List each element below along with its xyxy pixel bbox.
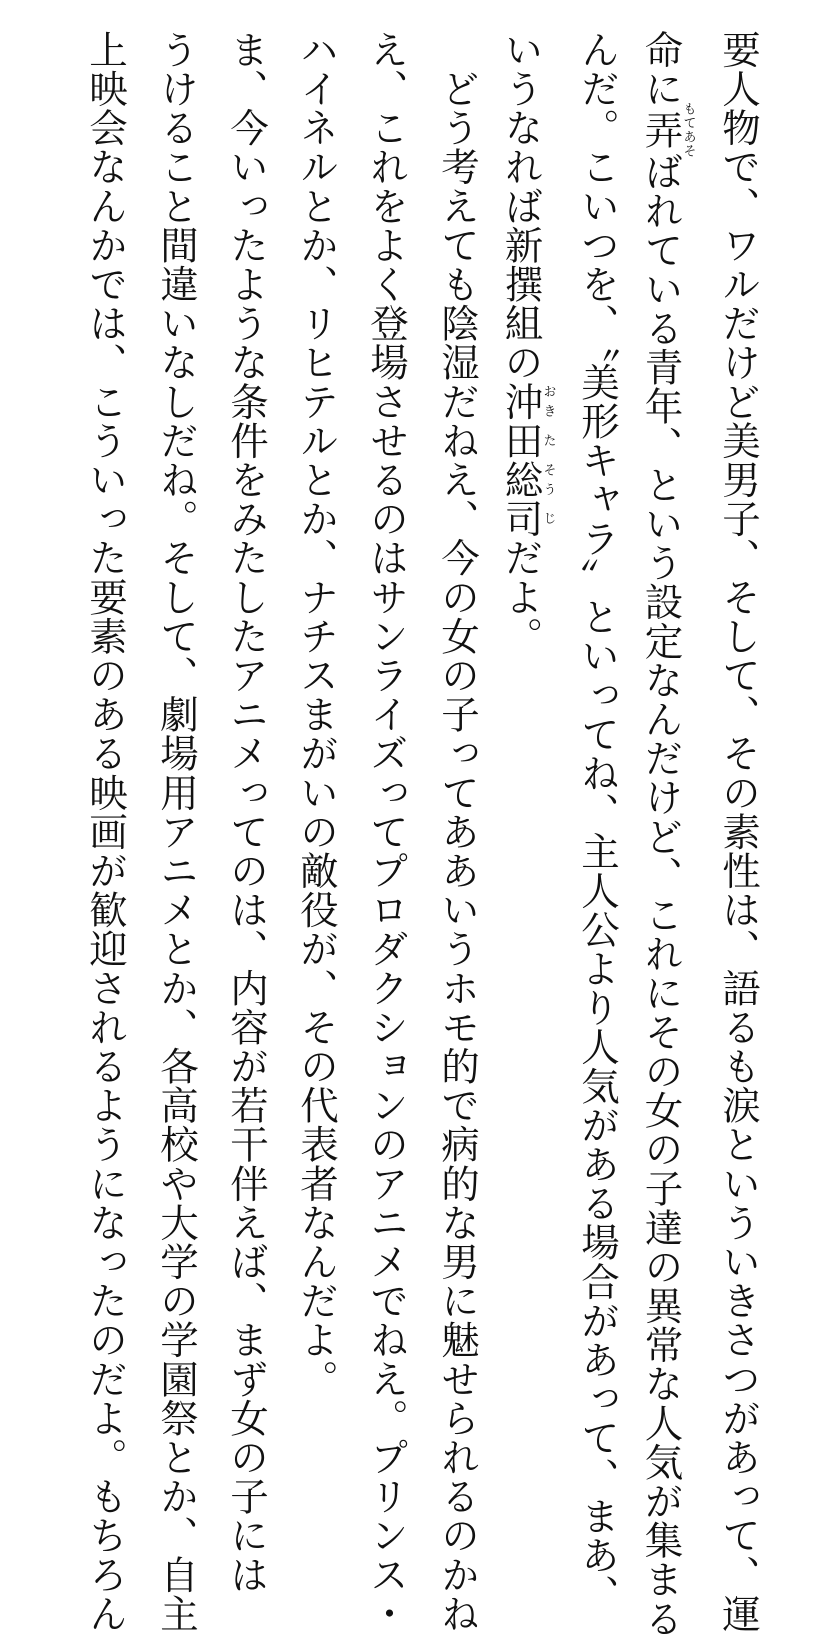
ruby-base: 田 [498,421,544,461]
ruby-base: 総 [498,460,544,500]
text-column-2 [638,30,696,1638]
text-column-5 [429,30,485,1634]
text-column-10 [77,30,133,1634]
text-column-4 [499,30,555,1500]
ruby-base: 沖 [498,381,544,422]
furigana-word [498,421,556,461]
furigana-reading: じ [540,499,556,539]
text-run: 上映会なんかでは、こういった要素のある映画が歓迎されるようになったのだよ。もちろん [83,30,128,1634]
furigana-reading: そう [540,460,556,500]
text-run: 命に [638,30,684,109]
text-run: ま、今いったような条件をみたしたアニメってのは、内容が若干伴えば、まず女の子には [224,30,269,1594]
furigana-reading: おき [540,381,556,421]
furigana-word [498,460,556,500]
ruby-base: 司 [498,499,544,539]
furigana-word [498,499,556,539]
text-run: え、これをよく登場させるのはサンライズってプロダクションのアニメでねえ。プリンス・ [364,30,409,1634]
text-run: いうなれば新撰組の [498,30,544,382]
text-run: 要人物で、ワルだけど美男子、そして、その素性は、語るも涙といういきさつがあって、運 [716,30,761,1634]
furigana-word [498,381,556,422]
text-column-6 [358,30,414,1634]
text-column-8 [218,30,274,1594]
furigana-word [638,102,696,159]
text-run: ハイネルとか、リヒテルとか、ナチスまがいの敵役が、その代表者なんだよ。 [294,30,339,1399]
text-column-1 [710,30,766,1634]
ruby-base: 弄 [638,102,684,159]
text-run: うけること間違いなしだね。そして、劇場用アニメとか、各高校や大学の学園祭とか、自主 [154,30,199,1634]
text-run: んだ。こいつを、〝美形キャラ〟といってね、主人公より人気がある場合があって、まあ、 [575,30,620,1614]
furigana-reading: た [540,421,556,461]
text-column-3 [569,30,625,1614]
text-column-7 [288,30,344,1500]
text-column-9 [148,30,204,1634]
text-run: どう考えても陰湿だねえ、今の女の子ってああいうホモ的で病的な男に魅せられるのかね [435,30,480,1634]
furigana-reading: もてあそ [680,102,696,159]
text-run: ばれている青年、という設定なんだけど、これにその女の子達の異常な人気が集まる [638,152,684,1638]
text-run: だよ。 [498,538,544,656]
